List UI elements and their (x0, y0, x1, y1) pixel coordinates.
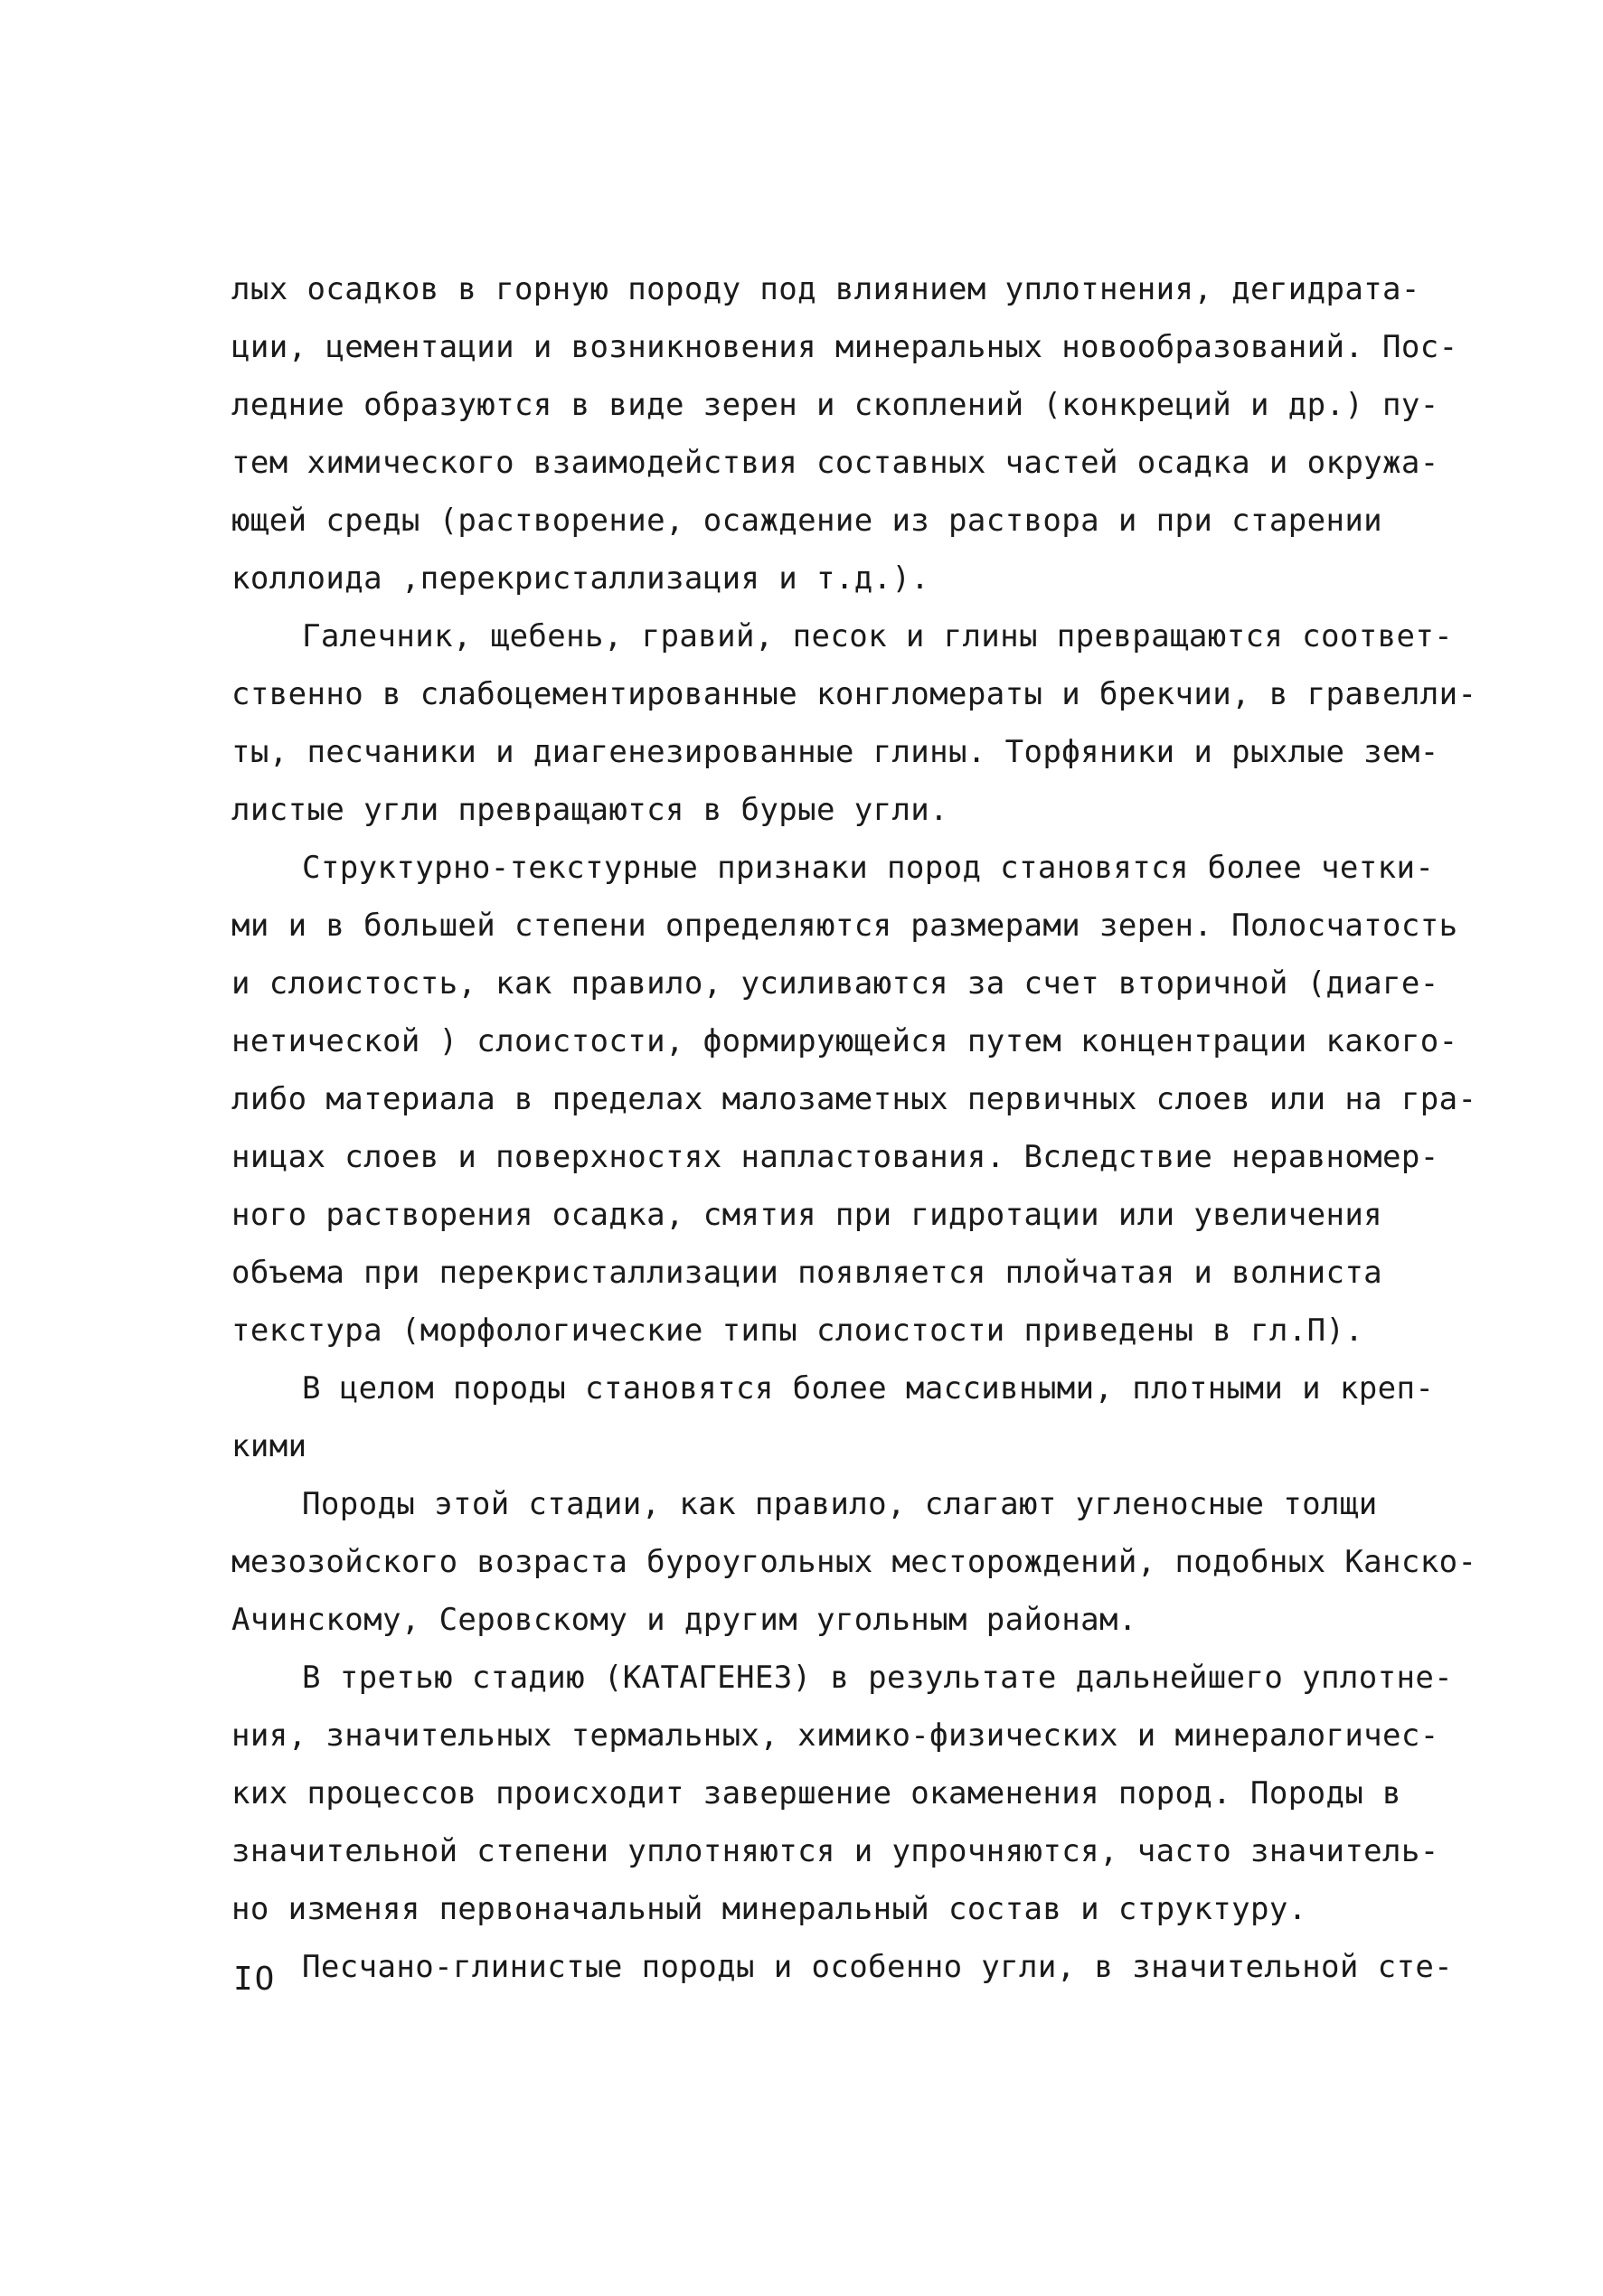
paragraph-line: ми и в большей степени определяются размерами зерен. Полосчатость (231, 908, 1458, 944)
paragraph-first-line: В третью стадию (КАТАГЕНЕЗ) в результате дальнейшего уплотне- (302, 1660, 1454, 1696)
paragraph-line: кими (231, 1428, 307, 1464)
paragraph-first-line: Песчано-глинистые породы и особенно угли, в значительной сте- (302, 1949, 1454, 1985)
paragraph-line: текстура (морфологические типы слоистости приведены в гл.П). (231, 1313, 1364, 1349)
paragraph-line: ственно в слабоцементированные конгломераты и брекчии, в гравелли- (231, 676, 1477, 712)
paragraph-first-line: Галечник, щебень, гравий, песок и глины превращаются соответ- (302, 618, 1454, 654)
paragraph-line: объема при перекристаллизации появляется плойчатая и волниста (231, 1255, 1383, 1291)
paragraph-first-line: лых осадков в горную породу под влиянием уплотнения, дегидрата- (231, 271, 1420, 307)
paragraph-first-line: В целом породы становятся более массивными, плотными и креп- (302, 1370, 1435, 1407)
paragraph-line: Ачинскому, Серовскому и другим угольным районам. (231, 1602, 1137, 1638)
paragraph-line: значительной степени уплотняются и упрочняются, часто значитель- (231, 1833, 1439, 1869)
paragraph-line: ледние образуются в виде зерен и скоплений (конкреций и др.) пу- (231, 387, 1439, 423)
paragraph-first-line: Структурно-текстурные признаки пород становятся более четки- (302, 850, 1435, 886)
paragraph-first-line: Породы этой стадии, как правило, слагают угленосные толщи (302, 1486, 1378, 1522)
paragraph-line: либо материала в пределах малозаметных первичных слоев или на гра- (231, 1081, 1477, 1117)
paragraph-line: нетической ) слоистости, формирующейся путем концентрации какого- (231, 1023, 1458, 1059)
paragraph-line: ции, цементации и возникновения минеральных новообразований. Пос- (231, 329, 1458, 365)
page-number: IO (233, 1961, 277, 1998)
paragraph-line: ющей среды (растворение, осаждение из раствора и при старении (231, 503, 1383, 539)
paragraph-line: мезозойского возраста буроугольных месторождений, подобных Канско- (231, 1544, 1477, 1580)
paragraph-line: ницах слоев и поверхностях напластования. Вследствие неравномер- (231, 1139, 1439, 1175)
paragraph-line: листые угли превращаются в бурые угли. (231, 792, 949, 828)
paragraph-line: тем химического взаимодействия составных частей осадка и окружа- (231, 445, 1439, 481)
paragraph-line: ты, песчаники и диагенезированные глины. Торфяники и рыхлые зем- (231, 734, 1439, 770)
paragraph-line: ного растворения осадка, смятия при гидротации или увеличения (231, 1197, 1383, 1233)
paragraph-line: ких процессов происходит завершение окаменения пород. Породы в (231, 1775, 1401, 1811)
paragraph-line: и слоистость, как правило, усиливаются за счет вторичной (диаге- (231, 965, 1439, 1002)
paragraph-line: но изменяя первоначальный минеральный состав и структуру. (231, 1891, 1307, 1927)
paragraph-line: ния, значительных термальных, химико-физических и минералогичес- (231, 1717, 1439, 1754)
paragraph-line: коллоида ,перекристаллизация и т.д.). (231, 560, 930, 597)
body-text (231, 260, 1477, 1996)
